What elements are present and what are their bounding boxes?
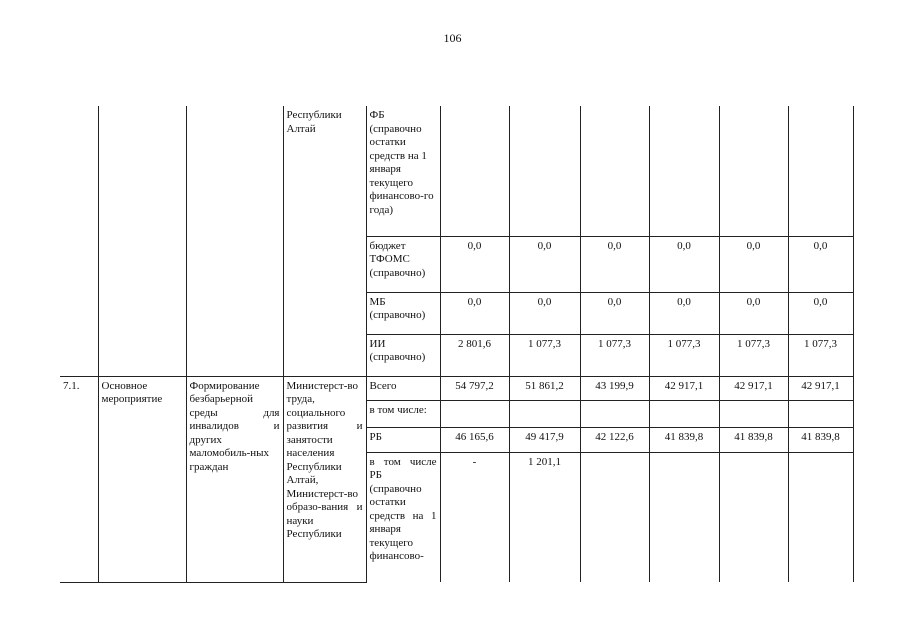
value-cell: 1 077,3 bbox=[580, 334, 649, 376]
value-cell: 0,0 bbox=[580, 292, 649, 334]
source-cell: РБ bbox=[366, 427, 440, 452]
value-cell bbox=[719, 452, 788, 582]
value-cell: 41 839,8 bbox=[649, 427, 719, 452]
value-cell bbox=[719, 106, 788, 236]
source-cell: Всего bbox=[366, 376, 440, 400]
budget-table bbox=[60, 106, 854, 583]
table-row bbox=[60, 106, 853, 236]
value-cell: 1 201,1 bbox=[509, 452, 580, 582]
source-cell: в том числе: bbox=[366, 400, 440, 427]
type-cell-blank bbox=[98, 106, 186, 376]
value-cell: - bbox=[440, 452, 509, 582]
value-cell: 46 165,6 bbox=[440, 427, 509, 452]
value-cell bbox=[719, 400, 788, 427]
value-cell: 0,0 bbox=[719, 292, 788, 334]
value-cell: 49 417,9 bbox=[509, 427, 580, 452]
value-cell: 0,0 bbox=[509, 236, 580, 292]
value-cell: 0,0 bbox=[788, 236, 853, 292]
value-cell: 43 199,9 bbox=[580, 376, 649, 400]
activity-type: Основное мероприятие bbox=[98, 376, 186, 582]
value-cell: 1 077,3 bbox=[649, 334, 719, 376]
value-cell: 42 917,1 bbox=[719, 376, 788, 400]
value-cell: 54 797,2 bbox=[440, 376, 509, 400]
value-cell: 1 077,3 bbox=[788, 334, 853, 376]
value-cell bbox=[788, 452, 853, 582]
value-cell: 2 801,6 bbox=[440, 334, 509, 376]
value-cell: 42 122,6 bbox=[580, 427, 649, 452]
value-cell bbox=[649, 452, 719, 582]
value-cell: 0,0 bbox=[509, 292, 580, 334]
value-cell bbox=[509, 106, 580, 236]
number-cell-blank bbox=[60, 106, 98, 376]
value-cell bbox=[649, 106, 719, 236]
value-cell: 0,0 bbox=[440, 292, 509, 334]
value-cell: 0,0 bbox=[649, 236, 719, 292]
name-cell-blank bbox=[186, 106, 283, 376]
value-cell bbox=[580, 106, 649, 236]
source-cell: бюджет ТФОМС (справочно) bbox=[366, 236, 440, 292]
value-cell: 1 077,3 bbox=[509, 334, 580, 376]
page-number: 106 bbox=[443, 31, 462, 45]
value-cell: 0,0 bbox=[580, 236, 649, 292]
source-cell: ИИ (справочно) bbox=[366, 334, 440, 376]
value-cell bbox=[580, 400, 649, 427]
value-cell: 0,0 bbox=[440, 236, 509, 292]
value-cell bbox=[580, 452, 649, 582]
executor-cell: Республики Алтай bbox=[283, 106, 366, 376]
value-cell bbox=[788, 106, 853, 236]
value-cell bbox=[509, 400, 580, 427]
activity-name: Формирование безбарьерной среды для инвалидов и других маломобиль-ных граждан bbox=[186, 376, 283, 582]
value-cell: 0,0 bbox=[719, 236, 788, 292]
value-cell bbox=[440, 400, 509, 427]
activity-number: 7.1. bbox=[60, 376, 98, 582]
value-cell: 1 077,3 bbox=[719, 334, 788, 376]
value-cell: 0,0 bbox=[649, 292, 719, 334]
source-cell: ФБ (справочно остатки средств на 1 января текущего финансово-го года) bbox=[366, 106, 440, 236]
source-cell: МБ (справочно) bbox=[366, 292, 440, 334]
value-cell: 42 917,1 bbox=[788, 376, 853, 400]
value-cell: 51 861,2 bbox=[509, 376, 580, 400]
value-cell: 41 839,8 bbox=[788, 427, 853, 452]
value-cell bbox=[788, 400, 853, 427]
value-cell: 41 839,8 bbox=[719, 427, 788, 452]
activity-executor: Министерст-во труда, социального развития и занятости населения Республики Алтай, Министерст-во образо-вания и науки Республики bbox=[283, 376, 366, 582]
source-cell: в том числе РБ (справочно остатки средств на 1 января текущего финансово- bbox=[366, 452, 440, 582]
value-cell: 0,0 bbox=[788, 292, 853, 334]
value-cell: 42 917,1 bbox=[649, 376, 719, 400]
value-cell bbox=[649, 400, 719, 427]
value-cell bbox=[440, 106, 509, 236]
table-row bbox=[60, 376, 853, 400]
